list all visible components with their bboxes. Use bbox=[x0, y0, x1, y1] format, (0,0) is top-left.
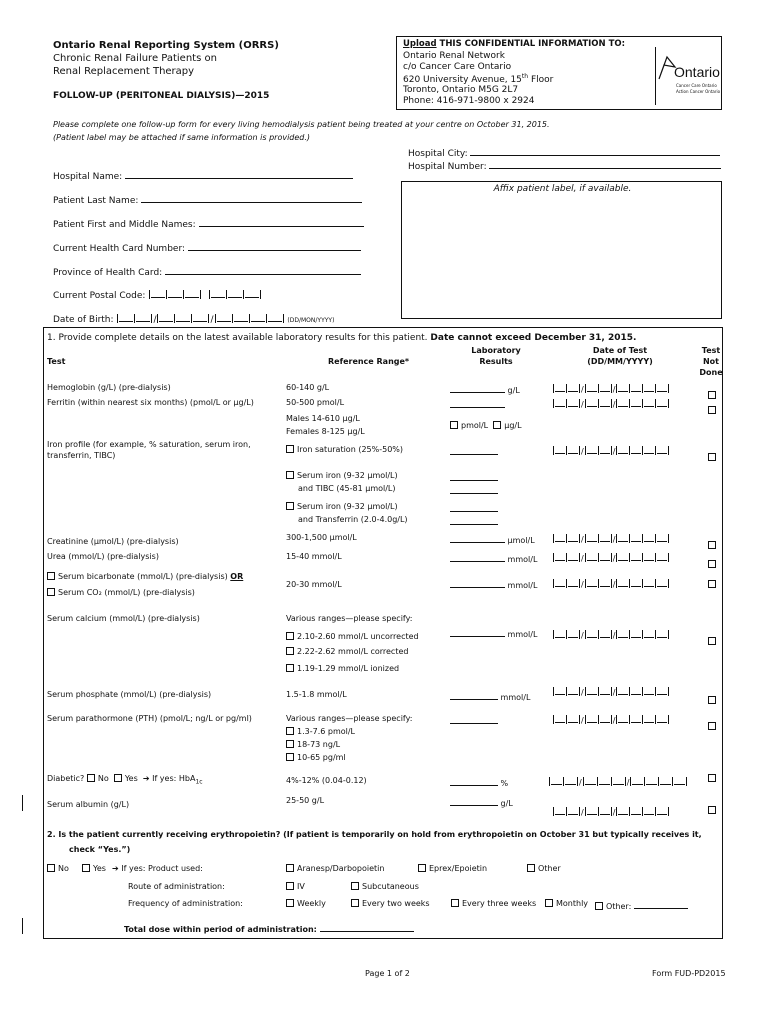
diabetic-question: Diabetic? No Yes ➔ If yes: HbA$_{1c}$ bbox=[47, 774, 203, 786]
pth-pmol-checkbox[interactable]: 1.3-7.6 pmol/L bbox=[286, 727, 355, 736]
result-iron-saturation[interactable] bbox=[450, 445, 498, 457]
ref-creatinine: 300-1,500 µmol/L bbox=[286, 533, 357, 542]
label-box-text: Affix patient label, if available. bbox=[493, 184, 632, 194]
ferritin-unit-options bbox=[450, 421, 522, 430]
subcutaneous-checkbox[interactable]: Subcutaneous bbox=[351, 882, 419, 891]
section2-question-2: check “Yes.”) bbox=[69, 845, 131, 854]
date-hemoglobin[interactable]: / / bbox=[552, 383, 670, 394]
date-phosphate[interactable]: / / bbox=[552, 686, 670, 697]
notdone-albumin[interactable] bbox=[708, 798, 719, 817]
dob-format: (DD/MON/YYYY) bbox=[287, 317, 335, 324]
pmol-checkbox[interactable]: pmol/L bbox=[450, 421, 488, 430]
address-line-2: c/o Cancer Care Ontario bbox=[403, 62, 512, 72]
postal-code-field[interactable]: Current Postal Code: bbox=[53, 289, 262, 301]
notdone-pth[interactable] bbox=[708, 714, 719, 733]
result-pth[interactable] bbox=[450, 714, 498, 726]
test-iron-profile-1: Iron profile (for example, % saturation, serum iron, bbox=[47, 440, 251, 449]
frequency-label: Frequency of administration: bbox=[128, 899, 243, 908]
form-type: FOLLOW-UP (PERITONEAL DIALYSIS)—2015 bbox=[53, 91, 270, 101]
result-urea[interactable]: mmol/L bbox=[450, 552, 537, 564]
health-card-field[interactable]: Current Health Card Number: bbox=[53, 241, 361, 254]
result-serum-iron-1[interactable] bbox=[450, 471, 498, 483]
ref-hemoglobin: 60-140 g/L bbox=[286, 383, 330, 392]
pth-ngl-checkbox[interactable]: 18-73 ng/L bbox=[286, 740, 340, 749]
logo-sub-2: Action Cancer Ontario bbox=[676, 89, 721, 94]
ref-hba1c: 4%-12% (0.04-0.12) bbox=[286, 776, 367, 785]
iron-saturation-checkbox[interactable]: Iron saturation (25%-50%) bbox=[286, 445, 403, 454]
weekly-checkbox[interactable]: Weekly bbox=[286, 899, 326, 908]
logo-wordmark: Ontario bbox=[674, 64, 720, 80]
eprex-checkbox[interactable]: Eprex/Epoietin bbox=[418, 864, 487, 873]
calcium-corrected-checkbox[interactable]: 2.22-2.62 mmol/L corrected bbox=[286, 647, 408, 656]
iv-checkbox[interactable]: IV bbox=[286, 882, 305, 891]
test-phosphate: Serum phosphate (mmol/L) (pre-dialysis) bbox=[47, 690, 212, 699]
section1-heading: 1. Provide complete details on the latest available laboratory results for this patient. Date cannot exceed December 31, 2015. bbox=[47, 333, 637, 343]
every-three-weeks-checkbox[interactable]: Every three weeks bbox=[451, 899, 536, 908]
serum-iron-transferrin-checkbox[interactable]: Serum iron (9-32 µmol/L) bbox=[286, 502, 398, 511]
diabetic-yes-checkbox[interactable]: Yes bbox=[114, 774, 138, 783]
diabetic-no-checkbox[interactable]: No bbox=[87, 774, 109, 783]
result-albumin[interactable]: g/L bbox=[450, 796, 513, 808]
hospital-number-field[interactable]: Hospital Number: bbox=[408, 159, 721, 172]
ontario-logo bbox=[655, 47, 719, 105]
col-reference: Reference Range* bbox=[328, 357, 410, 366]
date-bicarbonate[interactable]: / / bbox=[552, 578, 670, 589]
other-product-checkbox[interactable]: Other bbox=[527, 864, 561, 873]
test-hemoglobin: Hemoglobin (g/L) (pre-dialysis) bbox=[47, 383, 171, 392]
col-lab-2: Results bbox=[479, 357, 513, 366]
page-number: Page 1 of 2 bbox=[365, 969, 410, 978]
form-code: Form FUD-PD2015 bbox=[652, 969, 726, 978]
result-calcium[interactable]: mmol/L bbox=[450, 627, 537, 639]
date-urea[interactable]: / / bbox=[552, 552, 670, 563]
address-line-4: Toronto, Ontario M5G 2L7 bbox=[403, 85, 519, 95]
ugl-checkbox[interactable]: µg/L bbox=[493, 421, 521, 430]
result-hba1c[interactable]: % bbox=[450, 776, 508, 788]
form-subtitle-2: Renal Replacement Therapy bbox=[53, 66, 195, 77]
margin-mark bbox=[22, 918, 23, 934]
bicarbonate-checkbox[interactable]: Serum bicarbonate (mmol/L) (pre-dialysis) OR bbox=[47, 572, 243, 581]
product-used-label: ➔ If yes: Product used: bbox=[112, 864, 203, 873]
col-notdone-1: Test bbox=[701, 346, 721, 355]
ref-urea: 15-40 mmol/L bbox=[286, 552, 342, 561]
date-creatinine[interactable]: / / bbox=[552, 533, 670, 544]
col-test: Test bbox=[47, 357, 66, 366]
col-date-2: (DD/MM/YYYY) bbox=[587, 357, 653, 366]
pth-pgml-checkbox[interactable]: 10-65 pg/ml bbox=[286, 753, 346, 762]
test-urea: Urea (mmol/L) (pre-dialysis) bbox=[47, 552, 159, 561]
date-hba1c[interactable]: / / bbox=[548, 776, 688, 787]
test-albumin: Serum albumin (g/L) bbox=[47, 800, 130, 809]
logo-sub-1: Cancer Care Ontario bbox=[676, 83, 717, 88]
date-calcium[interactable]: / / bbox=[552, 629, 670, 640]
notdone-calcium[interactable] bbox=[708, 629, 719, 648]
form-title: Ontario Renal Reporting System (ORRS) bbox=[53, 40, 279, 51]
total-dose-field[interactable]: Total dose within period of administration: bbox=[124, 922, 414, 934]
test-calcium: Serum calcium (mmol/L) (pre-dialysis) bbox=[47, 614, 200, 623]
address-line-3: 620 University Avenue, 15th Floor bbox=[403, 73, 554, 85]
test-pth: Serum parathormone (PTH) (pmol/L; ng/L or pg/ml) bbox=[47, 714, 252, 723]
co2-checkbox[interactable]: Serum CO₂ (mmol/L) (pre-dialysis) bbox=[47, 588, 195, 597]
epo-yes-checkbox[interactable]: Yes bbox=[82, 864, 106, 873]
hospital-city-field[interactable]: Hospital City: bbox=[408, 146, 720, 159]
upload-heading: Upload THIS CONFIDENTIAL INFORMATION TO: bbox=[403, 39, 626, 49]
epo-no-checkbox[interactable]: No bbox=[47, 864, 69, 873]
test-ferritin: Ferritin (within nearest six months) (pmol/L or µg/L) bbox=[47, 398, 254, 407]
ref-ferritin-1: 50-500 pmol/L bbox=[286, 398, 345, 407]
patient-label-box[interactable] bbox=[401, 181, 722, 319]
col-notdone-3: Done bbox=[699, 368, 723, 377]
section2-question-1: 2. Is the patient currently receiving erythropoietin? (If patient is temporarily on hold from erythropoietin on October 31 but typically receives it, bbox=[47, 830, 702, 839]
calcium-uncorrected-checkbox[interactable]: 2.10-2.60 mmol/L uncorrected bbox=[286, 632, 419, 641]
pth-various: Various ranges—please specify: bbox=[286, 714, 413, 723]
other-frequency-checkbox[interactable]: Other: bbox=[595, 899, 688, 911]
date-ferritin[interactable]: / / bbox=[552, 398, 670, 409]
ref-ferritin-2: Males 14-610 µg/L bbox=[286, 414, 360, 423]
test-iron-profile-2: transferrin, TIBC) bbox=[47, 451, 116, 460]
notdone-urea[interactable] bbox=[708, 552, 719, 571]
result-creatinine[interactable]: µmol/L bbox=[450, 533, 535, 545]
form-subtitle-1: Chronic Renal Failure Patients on bbox=[53, 53, 217, 64]
date-iron[interactable]: / / bbox=[552, 445, 670, 456]
patient-last-name-field[interactable]: Patient Last Name: bbox=[53, 193, 362, 206]
patient-first-names-field[interactable]: Patient First and Middle Names: bbox=[53, 217, 364, 230]
tibc-range: and TIBC (45-81 µmol/L) bbox=[298, 484, 396, 493]
col-lab-1: Laboratory bbox=[471, 346, 521, 355]
notdone-bicarbonate[interactable] bbox=[708, 572, 719, 591]
result-tibc[interactable] bbox=[450, 484, 498, 496]
date-albumin[interactable]: / / bbox=[552, 806, 670, 817]
calcium-ionized-checkbox[interactable]: 1.19-1.29 mmol/L ionized bbox=[286, 664, 399, 673]
col-notdone-2: Not bbox=[702, 357, 719, 366]
date-pth[interactable]: / / bbox=[552, 714, 670, 725]
province-field[interactable]: Province of Health Card: bbox=[53, 265, 361, 278]
route-label: Route of administration: bbox=[128, 882, 225, 891]
serum-iron-tibc-checkbox[interactable]: Serum iron (9-32 µmol/L) bbox=[286, 471, 398, 480]
address-box bbox=[396, 36, 722, 110]
result-hemoglobin[interactable]: g/L bbox=[450, 383, 520, 395]
ref-ferritin-3: Females 8-125 µg/L bbox=[286, 427, 365, 436]
result-bicarbonate[interactable]: mmol/L bbox=[450, 578, 537, 590]
ref-bicarbonate: 20-30 mmol/L bbox=[286, 580, 342, 589]
hospital-name-field[interactable]: Hospital Name: bbox=[53, 169, 353, 182]
instruction-line-1: Please complete one follow-up form for every living hemodialysis patient being treated at your centre on October 31, 2015. bbox=[53, 120, 550, 129]
result-ferritin[interactable] bbox=[450, 398, 505, 410]
instruction-line-2: (Patient label may be attached if same information is provided.) bbox=[53, 133, 311, 142]
margin-mark bbox=[22, 795, 23, 811]
ref-phosphate: 1.5-1.8 mmol/L bbox=[286, 690, 347, 699]
result-phosphate[interactable]: mmol/L bbox=[450, 690, 530, 702]
col-date-1: Date of Test bbox=[592, 346, 648, 355]
every-two-weeks-checkbox[interactable]: Every two weeks bbox=[351, 899, 430, 908]
aranesp-checkbox[interactable]: Aranesp/Darbopoietin bbox=[286, 864, 384, 873]
date-of-birth-field[interactable]: Date of Birth: / / (DD/MON/YYYY) bbox=[53, 315, 335, 325]
notdone-iron[interactable] bbox=[708, 445, 719, 464]
transferrin-range: and Transferrin (2.0-4.0g/L) bbox=[298, 515, 408, 524]
result-serum-iron-2[interactable] bbox=[450, 502, 498, 514]
notdone-creatinine[interactable] bbox=[708, 533, 719, 552]
result-transferrin[interactable] bbox=[450, 515, 498, 527]
test-creatinine: Creatinine (µmol/L) (pre-dialysis) bbox=[47, 537, 179, 546]
calcium-various: Various ranges—please specify: bbox=[286, 614, 413, 623]
address-line-1: Ontario Renal Network bbox=[403, 51, 505, 61]
ref-albumin: 25-50 g/L bbox=[286, 796, 325, 805]
address-line-5: Phone: 416-971-9800 x 2924 bbox=[403, 96, 535, 106]
notdone-hba1c[interactable] bbox=[708, 766, 719, 785]
notdone-ferritin[interactable] bbox=[708, 398, 719, 417]
monthly-checkbox[interactable]: Monthly bbox=[545, 899, 588, 908]
notdone-phosphate[interactable] bbox=[708, 688, 719, 707]
